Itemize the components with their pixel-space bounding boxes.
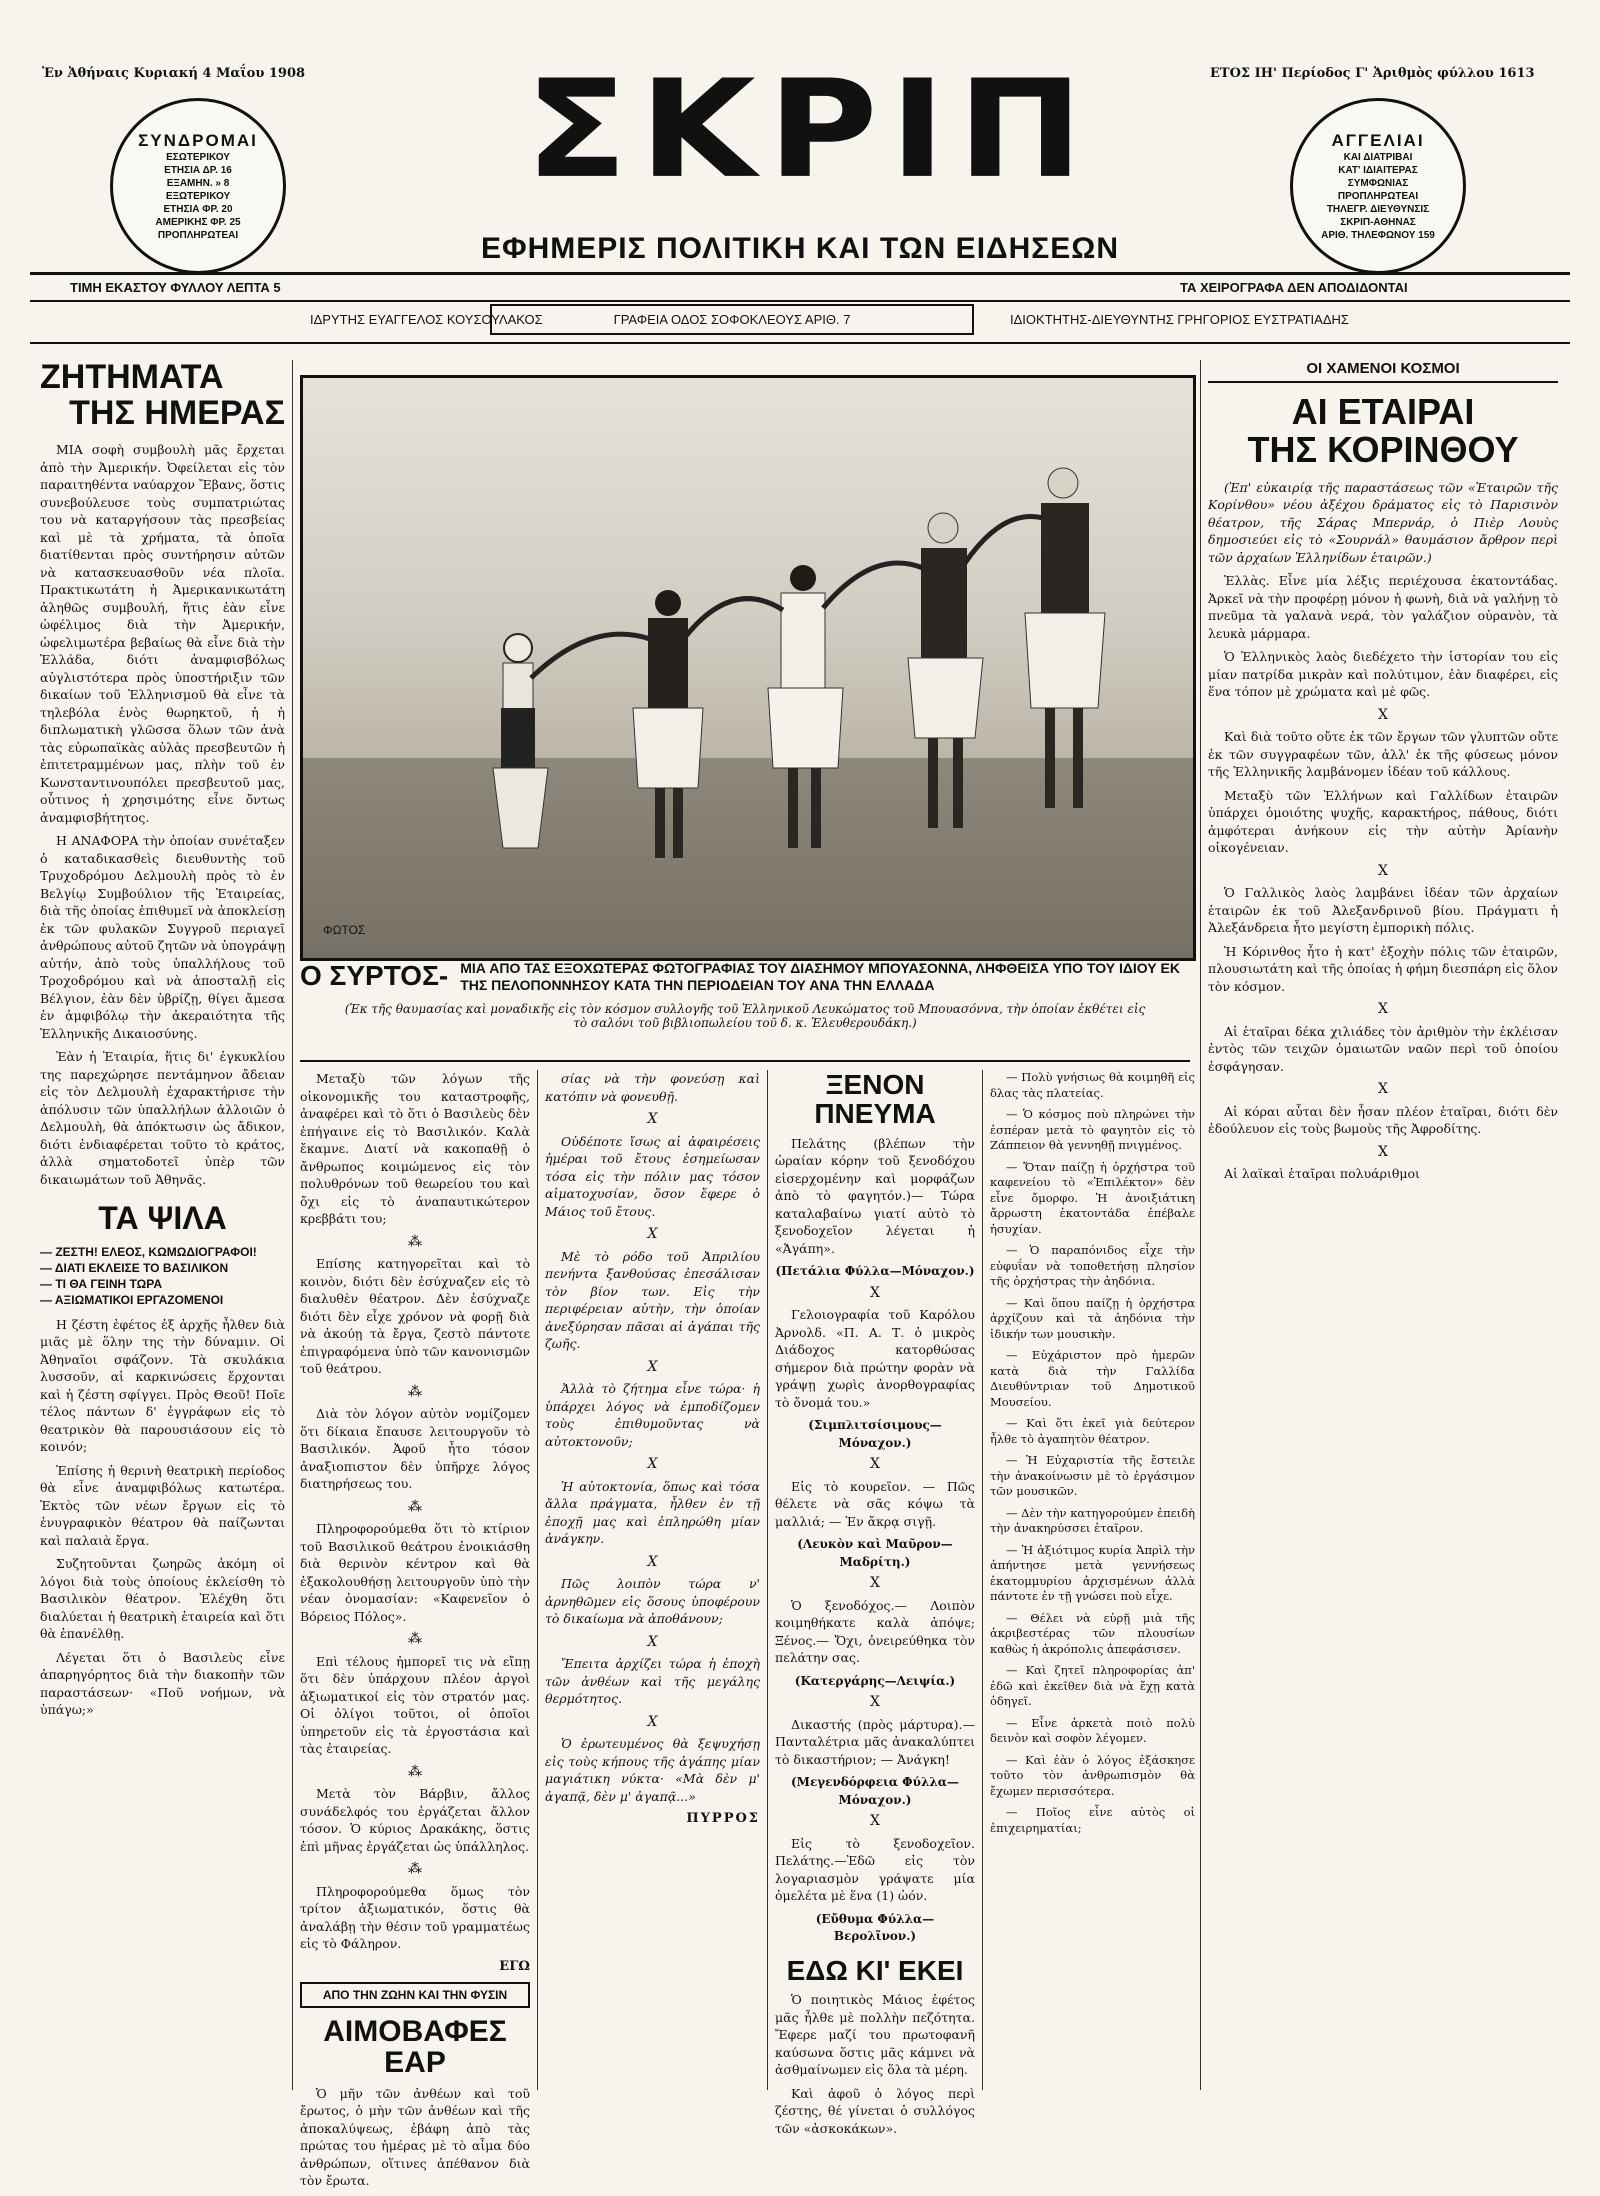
article-paragraph: Ὁ Γαλλικὸς λαὸς λαμβάνει ἰδέαν τῶν ἀρχαίων ἑταιρῶν ἐκ τοῦ Ἀλεξανδρινοῦ βίου. Πράγματι ἡ Ἀλεξάνδρεια ἦτο μεγίστη ἐμπορικὴ πόλις. bbox=[1208, 885, 1558, 936]
separator: X bbox=[647, 1456, 658, 1472]
article-paragraph: — Εἶνε ἀρκετὰ ποιὸ πολὺ δεινὸν καὶ σοφὸν λέγομεν. bbox=[990, 1715, 1195, 1745]
column-5 bbox=[990, 1070, 1195, 1842]
article-paragraph: Μετὰ τὸν Βάρβιν, ἄλλος συνάδελφός του ἐργάζεται ἄλλον τόσον. Ὁ κύριος Δρακάκης, ὅστις ἐπὶ μῆνας ἐργάζεται ὡς ὑπάλληλος. bbox=[300, 1786, 530, 1854]
article-paragraph: Λέγεται ὅτι ὁ Βασιλεὺς εἶνε ἀπαρηγόρητος διὰ τὴν διακοπὴν τῶν παραστάσεων· «Ποῦ νοήμων, νὰ ὑπάγω;» bbox=[40, 1649, 285, 1718]
source-line: (Πετάλια Φύλλα—Μόναχον.) bbox=[775, 1264, 975, 1279]
article-paragraph: Πῶς λοιπὸν τώρα ν' ἀρνηθῶμεν εἰς ὅσους ὑποφέρουν τὸ δικαίωμα νὰ ἀποθάνουν; bbox=[545, 1576, 760, 1626]
info-rule bbox=[30, 300, 1570, 302]
kicker: ΟΙ ΧΑΜΕΝΟΙ ΚΟΣΜΟΙ bbox=[1208, 360, 1558, 383]
article-paragraph: Η ΑΝΑΦΟΡΑ τὴν ὁποίαν συνέταξεν ὁ καταδικασθεὶς διευθυντὴς τοῦ Τρυχοδρόμου Δελμουλὴ πρὸς τὸ ἐν Βελγίῳ Συμβούλιον τῆς Ἐταιρείας, διὰ τῆς ὁποίας ἐπιθυμεῖ νὰ ἀποκλείσῃ ἐκ τῶν φυλακῶν Συγγροῦ περιαγεῖ ἀνθρώπους αὐτοῦ ζητῶν νὰ ὑπογράψῃ αὐτήν, ἀπὸ τοὺς ὑπαλλήλους τοῦ Τροχοδρόμου καὶ νὰ ἀποσταλῇ εἰς Βέλγιον, ἐὰν δὲν ὑβρίζῃ, θίγει ἄμεσα ἐν ἀμφιβόλῳ τὴν ἀκεραιότητα τῆς Ἑλληνικῆς Δικαιοσύνης. bbox=[40, 833, 285, 1041]
article-paragraph: Ὁ ποιητικὸς Μάιος ἐφέτος μᾶς ἦλθε μὲ πολλὴν πεζότητα. Ἔφερε μαζί του πρωτοφανῆ καύσωνα ὅστις μᾶς κάμνει νὰ ἀσθμαίνωμεν εἰς ὅλα τὰ μέρη. bbox=[775, 1992, 975, 2078]
source-line: (Σιμπλιτσίσιμους—Μόναχον.) bbox=[808, 1418, 942, 1450]
headline-edo-ki-ekei: ΕΔΩ ΚΙ' ΕΚΕΙ bbox=[786, 1954, 964, 1986]
separator: X bbox=[1378, 1081, 1388, 1098]
article-paragraph: Ἀλλὰ τὸ ζήτημα εἶνε τώρα· ἡ ὑπάρχει λόγος νὰ ἐμποδίζομεν τοὺς ἐπιθυμοῦντας νὰ αὐτοκτονοῦν; bbox=[545, 1381, 760, 1449]
article-paragraph: — Πολὺ γνήσιως θὰ κοιμηθῆ εἰς δλας τὰς πλατείας. bbox=[990, 1070, 1195, 1100]
article-paragraph: — Καὶ ὅπου παίζῃ ἡ ὀρχήστρα ἀρχίζουν καὶ τὰ ἀηδόνια τὴν ἰδικήν των μουσικὴν. bbox=[990, 1295, 1195, 1341]
article-paragraph: Δικαστής (πρὸς μάρτυρα).— Πανταλέτρια μᾶς ἀνακαλύπτει τὸ δικαστήριον; — Ἀνάγκη! bbox=[775, 1716, 975, 1767]
syrtos-photograph bbox=[300, 375, 1196, 961]
bullet-item: — ΑΞΙΩΜΑΤΙΚΟΙ ΕΡΓΑΖΟΜΕΝΟΙ bbox=[40, 1292, 224, 1307]
bullet-item: — ΖΕΣΤΗ! ΕΛΕΟΣ, ΚΩΜΩΔΙΟΓΡΑΦΟΙ! bbox=[40, 1244, 257, 1259]
separator: X bbox=[870, 1456, 880, 1473]
psila-bullets bbox=[40, 1244, 285, 1308]
headline-etairai: ΑΙ ΕΤΑΙΡΑΙ bbox=[1291, 391, 1475, 432]
separator: X bbox=[1378, 1001, 1388, 1018]
caption-title: Ο ΣΥΡΤΟΣ- bbox=[300, 960, 449, 991]
separator: X bbox=[1378, 706, 1388, 723]
director-line: ΙΔΙΟΚΤΗΤΗΣ-ΔΙΕΥΘΥΝΤΗΣ ΓΡΗΓΟΡΙΟΣ ΕΥΣΤΡΑΤΙΑΔΗΣ bbox=[1010, 312, 1349, 327]
headline-xenon-pnevma: ΞΕΝΟΝ ΠΝΕΥΜΑ bbox=[814, 1069, 936, 1130]
separator: ⁂ bbox=[408, 1383, 422, 1400]
newspaper-title: ΣΚΡΙΠ bbox=[525, 51, 1095, 209]
column-divider bbox=[982, 1070, 983, 2090]
article-paragraph: Ἐὰν ἡ Ἐταιρία, ἥτις δι' ἐγκυκλίου της παρεχώρησε πεντάμηνον ἄδειαν εἰς τὸν Δελμουλὴ ἐχαρακτήρισε τὴν ἀπόλυσιν τῶν ὑπαλλήλων ἀλλοιῶν ὁ Δελμουλὴ, θὰ ἀπόκτωσιν ὡς ἄδικον, διότι ἐνδιαφέρεται τοῦτο τὸ κράτος, ἀλλὰ σηματοδοτεῖ ὑπὲρ τῶν δικαιωμάτων τοῦ Ἀθηνᾶς. bbox=[40, 1049, 285, 1187]
article-paragraph: Πληροφορούμεθα ὅμως τὸν τρίτον ἀξιωματικόν, ὅστις θὰ ἀναλάβῃ τὴν θέσιν τοῦ γραμματέως εἰς τὸ Φάληρον. bbox=[300, 1883, 530, 1951]
subscriptions-line: ΑΜΕΡΙΚΗΣ ΦΡ. 25 bbox=[155, 216, 241, 228]
article-paragraph: Ὁ ξενοδόχος.— Λοιπὸν κοιμηθήκατε καλὰ ἀπόψε; Ξένος.— Ὄχι, ὀνειρεύθηκα τὸν πελάτην σας. bbox=[775, 1597, 975, 1666]
article-paragraph: Οὐδέποτε ἴσως αἱ ἀφαιρέσεις ἡμέραι τοῦ ἔτους ἐσημείωσαν τόσα εἰς τὴν πόλιν μας τόσον αἱματοχυσίαν, ὅσον ἔφερε ὁ Μάιος τοῦ ἔτους. bbox=[545, 1133, 760, 1219]
subscriptions-line: ΕΞΑΜΗΝ. » 8 bbox=[166, 177, 230, 189]
column-1 bbox=[40, 360, 285, 1725]
separator: X bbox=[647, 1633, 658, 1650]
photo-credit: ΦΩΤΟΣ bbox=[323, 923, 366, 937]
article-paragraph: — Ἡ Εὐχαριστία τῆς ἔστειλε τὴν ἀνακοίνωσιν μὲ τὸ ἐργάσιμον τῶν μουσικῶν. bbox=[990, 1453, 1195, 1498]
article-paragraph: — Ποῖος εἶνε αὐτὸς οἱ ἐπιχειρηματίαι; bbox=[990, 1805, 1195, 1835]
separator: ⁂ bbox=[408, 1763, 422, 1780]
separator: X bbox=[647, 1553, 658, 1570]
header-bottom-rule bbox=[30, 342, 1570, 344]
signature: ΕΓΩ bbox=[499, 1958, 530, 1974]
manuscripts-line: ΤΑ ΧΕΙΡΟΓΡΑΦΑ ΔΕΝ ΑΠΟΔΙΔΟΝΤΑΙ bbox=[1180, 280, 1408, 295]
source-line: (Εὔθυμα Φύλλα—Βερολῖνον.) bbox=[815, 1911, 935, 1944]
article-paragraph: — Καὶ ἐὰν ὁ λόγος ἐξάσκησε τοῦτο τὸν ἀνθρωπισμὸν θὰ ἔχωμεν περισσότερα. bbox=[990, 1752, 1195, 1798]
column-divider bbox=[767, 1070, 768, 2090]
separator: X bbox=[870, 1694, 880, 1711]
subscriptions-title: ΣΥΝΔΡΟΜΑΙ bbox=[138, 130, 258, 150]
headline-aimovafes: ΑΙΜΟΒΑΦΕΣ ΕΑΡ bbox=[323, 2014, 507, 2079]
article-paragraph: — Δὲν τὴν κατηγορούμεν ἐπειδὴ τὴν ἀνακηρύσσει ἑταῖρον. bbox=[990, 1505, 1195, 1535]
founder-line: ΙΔΡΥΤΗΣ ΕΥΑΓΓΕΛΟΣ ΚΟΥΣΟΥΛΑΚΟΣ bbox=[310, 312, 543, 327]
photo-bottom-rule bbox=[300, 1060, 1190, 1062]
article-paragraph: Συζητοῦνται ζωηρῶς ἀκόμη οἱ λόγοι διὰ τοὺς ὁποίους ἐκλείσθη τὸ Βασιλικὸν θέατρον. Ἐλέχθη ὅτι διαλύεται ἡ θεατρικὴ ἑταιρεία καὶ ὅτι θὰ ἐπανέλθῃ. bbox=[40, 1556, 285, 1642]
ads-line: ΑΡΙΘ. ΤΗΛΕΦΩΝΟΥ 159 bbox=[1321, 229, 1435, 241]
article-paragraph: Μεταξὺ τῶν Ἑλλήνων καὶ Γαλλίδων ἐταιρῶν ὑπάρχει ὁμοιότης ψυχῆς, καρακτήρος, πάθους, διότι ἀμφότεραι ἀνήκουν εἰς τὴν αὐτὴν Ἀρίανὴν οἰκογένειαν. bbox=[1208, 787, 1558, 856]
ads-line: ΚΑΤ' ΙΔΙΑΙΤΕΡΑΣ bbox=[1338, 164, 1418, 176]
ads-line: ΣΥΜΦΩΝΙΑΣ bbox=[1347, 177, 1409, 189]
article-paragraph: ΜΙΑ σοφὴ συμβουλὴ μᾶς ἔρχεται ἀπὸ τὴν Ἀμερικήν. Ὀφείλεται εἰς τὸν παραιτηθέντα ναύαρχον Ἔβανς, ὅστις συνεβούλευσε τοὺς συμπατριώτας του νὰ καταργήσουν τὰς πρεσβείας καὶ μὲ τὰ χρήματα, τὰ ὁποῖα διατίθενται πρὸς συντήρησιν αὐτῶν νὰ κατασκευασθοῦν νέα πλοῖα. Πρακτικωτάτη ἡ Ἀμερικανικωτάτη ἀληθῶς συμβουλή, ἥτις ἐὰν εἶνε ὠφέλιμος διὰ τὴν Ἀμερικήν, ὠφελιμωτέρα βεβαίως θὰ εἶνε διὰ τὴν Ἑλλάδα, διότι ἀναμφισβόλως αὐγλιστότερα πρὸς ὑποστήριξιν τῶν δικαίων τοῦ Ἑλληνισμοῦ θὰ εἶνε τὰ τηλεβόλα ἑνὸς θωρηκτοῦ, ἡ ἡ διπλωματικὴ γλῶσσα ὅλων τῶν ἀνὰ τὰς εὐρωπαϊκὰς αὐλὰς πρεσβευτῶν ἡ ἐπιτετραμμένων μας, πλὴν τοῦ ἐν Κωνσταντινουπόλει πρεσβευτοῦ μας, οὗτινος ἡ χρησιμότης εἶνε ὄντως ἀναμφισβήτητος. bbox=[40, 442, 285, 825]
separator: X bbox=[647, 1111, 658, 1127]
ads-line: ΠΡΟΠΛΗΡΩΤΕΑΙ bbox=[1337, 190, 1419, 202]
separator: ⁂ bbox=[408, 1498, 422, 1515]
article-paragraph: Καὶ ἀφοῦ ὁ λόγος περὶ ζέστης, θέ γίνεται ὁ συλλόγος τῶν «ἀσκοκάκων». bbox=[775, 2085, 975, 2136]
article-paragraph: — Ἡ ἀξιότιμος κυρία Ἀπρὶλ τὴν ἀπήντησε μετὰ γεννήσεως ἑκατομμυρίου ἀρχισμένων ἀλλὰ πάντοτε ἐν τῇ γνώσει ποὺ εἶχε. bbox=[990, 1542, 1195, 1603]
issue-line: ΕΤΟΣ ΙΗ' Περίοδος Γ' Ἀριθμὸς φύλλου 1613 bbox=[1210, 66, 1535, 81]
article-paragraph: Ὁ ἐρωτευμένος θὰ ξεψυχήσῃ εἰς τοὺς κήπους τῆς ἀγάπης μίαν μαγιάτικη νύκτα· «Μὰ δὲν μ' ἀγαπᾷ, δὲν μ' ἀγαπᾷ...» bbox=[545, 1736, 760, 1804]
dancers-illustration bbox=[303, 378, 1193, 958]
separator: ⁂ bbox=[408, 1233, 422, 1250]
source-line: (Μεγενδόρφεια Φύλλα—Μόναχον.) bbox=[791, 1775, 959, 1807]
ads-line: ΚΑΙ ΔΙΑΤΡΙΒΑΙ bbox=[1343, 151, 1413, 163]
article-paragraph: — Θέλει νὰ εὑρῇ μιὰ τῆς ἀκριβεστέρας τῶν πλουσίων καθὼς ἡ ἀκρόπολις ἀπεφάσισεν. bbox=[990, 1610, 1195, 1656]
separator: X bbox=[1378, 1143, 1388, 1160]
separator: X bbox=[870, 1284, 880, 1301]
article-paragraph: Καὶ διὰ τοῦτο οὔτε ἐκ τῶν ἔργων τῶν γλυπτῶν οὔτε ἐκ τῶν συγγραφέων τῶν, ἀλλ' ἐκ τῆς φύσεως μόνον τῆς Ἑλληνικῆς λαμβάνομεν ἰδέαν τοῦ κάλλους. bbox=[1208, 729, 1558, 780]
article-paragraph: σίας νὰ τὴν φονεύσῃ καὶ κατόπιν νὰ φονευθῇ. bbox=[545, 1071, 760, 1104]
subscriptions-line: ΕΞΩΤΕΡΙΚΟΥ bbox=[165, 190, 231, 202]
article-paragraph: Ἡ αὐτοκτονία, ὅπως καὶ τόσα ἄλλα πράγματα, ἦλθεν ἐν τῇ ἐποχῇ μας καὶ ἐπληρώθη μίαν ἀνάγκην. bbox=[545, 1478, 760, 1546]
subscriptions-line: ΕΤΗΣΙΑ ΦΡ. 20 bbox=[163, 203, 233, 215]
date-line: Ἐν Ἀθήναις Κυριακή 4 Μαΐου 1908 bbox=[42, 66, 306, 81]
article-paragraph: Ὁ μῆν τῶν ἀνθέων καὶ τοῦ ἔρωτος, ὁ μὴν τῶν ἀνθέων καὶ τῆς ἀποκαλύψεως, ἐβάφη ἀπὸ τὰς πρώτας του ἡμέρας μὲ τὸ αἷμα δύο ἀνθρώπων, οἵτινες ἀπέθανον διὰ τὸν ἔρωτα. bbox=[300, 2085, 530, 2188]
article-paragraph: Ἡ Κόρινθος ἦτο ἡ κατ' ἐξοχὴν πόλις τῶν ἑταιρῶν, πλουσιωτάτη καὶ τῆς ὁποίας ἡ φήμη διεσπάρη εἰς ὅλον τὸν κόσμον. bbox=[1208, 943, 1558, 994]
separator: ⁂ bbox=[408, 1861, 422, 1877]
caption-note: (Ἐκ τῆς θαυμασίας καὶ μοναδικῆς εἰς τὸν κόσμον συλλογῆς τοῦ Ἑλληνικοῦ Λευκώματος τοῦ Μπουασόννα, τὴν ὁποίαν ἐκθέτει εἰς τὸ σαλόνι τοῦ βιβλιοπωλείου τοῦ δ. κ. Ἐλευθερουδάκη.) bbox=[344, 1002, 1146, 1030]
separator: X bbox=[870, 1813, 880, 1830]
article-paragraph: Μὲ τὸ ρόδο τοῦ Ἀπριλίου πενήντα ξανθούσας ἐπεσάλισαν τὸν βίον των. Εἰς τὴν περιφέρειαν αὐτὴν, τὴν ὁποίαν ἀνεξύρησαν πᾶσαι αἱ ἀγάπαι τῆς ζωῆς. bbox=[545, 1248, 760, 1351]
ads-line: ΤΗΛΕΓΡ. ΔΙΕΥΘΥΝΣΙΣ bbox=[1326, 203, 1430, 215]
article-paragraph: Πελάτης (βλέπων τὴν ὡραίαν κόρην τοῦ ξενοδόχου εἰσερχομένην καὶ μορφάζων ἀπὸ τὸ φαγητόν.)— Τώρα καταλαβαίνω γιατί αὐτὸ τὸ ξενοδοχεῖον λέγεται ἡ «Ἀγάπη». bbox=[775, 1135, 975, 1256]
section-box: ΑΠΟ ΤΗΝ ΖΩΗΝ ΚΑΙ ΤΗΝ ΦΥΣΙΝ bbox=[300, 1982, 530, 2008]
source-line: (Κατεργάρης—Λειψία.) bbox=[794, 1673, 956, 1688]
separator: X bbox=[647, 1226, 658, 1242]
article-paragraph: Ἔπειτα ἀρχίζει τώρα ἡ ἐποχὴ τῶν ἀνθέων καὶ τῆς μεγάλης θερμότητος. bbox=[545, 1656, 760, 1706]
separator: ⁂ bbox=[408, 1631, 422, 1647]
article-paragraph: Ὁ Ἑλληνικὸς λαὸς διεδέχετο τὴν ἱστορίαν του εἰς μίαν πατρίδα μικρὰν καὶ πολύτιμον, ἐὰν διαφέρει, εἰς ἕνα τόπον μὲ χρώματα καὶ μὲ φῶς. bbox=[1208, 649, 1558, 700]
ads-line: ΣΚΡΙΠ-ΑΘΗΝΑΣ bbox=[1340, 216, 1416, 228]
separator: X bbox=[647, 1358, 658, 1375]
subscriptions-badge bbox=[110, 98, 286, 274]
column-divider bbox=[1200, 360, 1201, 2090]
article-paragraph: Αἱ λαϊκαὶ ἑταῖραι πολυάριθμοι bbox=[1224, 1166, 1420, 1182]
article-intro: (Ἐπ' εὐκαιρίᾳ τῆς παραστάσεως τῶν «Ἑταιρῶν τῆς Κορίνθου» νέου ἀξέχου δράματος εἰς τὸ Παρισινὸν θέατρον, τῆς Σάρας Μπερνάρ, ὁ Πιὲρ Λουὺς δημοσιεύει εἰς τὸ «Σουρνάλ» θαυμάσιον ἄρθρον περὶ τῶν ἀρχαίων Ἑλληνίδων ἑταιρῶν.) bbox=[1208, 479, 1558, 565]
column-2 bbox=[300, 1070, 530, 2196]
article-paragraph: — Καὶ ὅτι ἐκεῖ γιὰ δεύτερον ἦλθε τὸ ἀγαπητὸν θέατρον. bbox=[990, 1416, 1195, 1446]
price-line: ΤΙΜΗ ΕΚΑΣΤΟΥ ΦΥΛΛΟΥ ΛΕΠΤΑ 5 bbox=[70, 280, 281, 295]
column-3 bbox=[545, 1070, 760, 1826]
subscriptions-line: ΕΤΗΣΙΑ ΔΡ. 16 bbox=[164, 164, 232, 176]
article-paragraph: — Εὐχάριστον πρὸ ἡμερῶν κατὰ διὰ τὴν Γαλλίδα Διευθύντριαν τοῦ Δημοτικοῦ Μουσείου. bbox=[990, 1348, 1195, 1409]
bullet-item: — ΤΙ ΘΑ ΓΕΙΝΗ ΤΩΡΑ bbox=[40, 1276, 163, 1291]
masthead-rule bbox=[30, 272, 1570, 275]
headline-tis-imeras: ΤΗΣ ΗΜΕΡΑΣ bbox=[69, 393, 285, 432]
column-divider bbox=[537, 1070, 538, 2090]
article-paragraph: Ἑλλὰς. Εἶνε μία λέξις περιέχουσα ἑκατοντάδας. Ἀρκεῖ νὰ τὴν προφέρῃ μόνον ἡ φωνὴ, διὰ νὰ γαλήνῃ τὸ πνεῦμα τὰ γαλανὰ νερά, τὸν γαλάζιον οὐρανὸν, τὰ λευκὰ μάρμαρα. bbox=[1208, 573, 1558, 641]
article-paragraph: — Ὅταν παίζῃ ἡ ὀρχήστρα τοῦ καφενείου τὸ «Ἐπιλέκτον» δὲν εἶνε ὄμορφο. Ἡ ἀνοιξιάτικη ἄρρωστη ἑκατοντάδα ἐπέβαλε ἡσυχίαν. bbox=[990, 1159, 1195, 1236]
photo-caption bbox=[300, 960, 1190, 1030]
offices-line: ΓΡΑΦΕΙΑ ΟΔΟΣ ΣΟΦΟΚΛΕΟΥΣ ΑΡΙΘ. 7 bbox=[490, 304, 974, 335]
article-paragraph: Μεταξὺ τῶν λόγων τῆς οἰκονομικῆς του καταστροφῆς, ἀναφέρει καὶ τὸ ὅτι ὁ Βασιλεὺς δὲν ἐπήγαινε εἰς τὸ Βασιλικόν. Καλὰ ἔκαμνε. Διατί νὰ κακοπαθῇ ὁ ἄνθρωπος κοιμώμενος εἰς τὸν πολυθρόνων τοῦ θεωρείου του καὶ ὄχι εἰς τὸ ἀναπαυτικώτερον κρεββάτι του; bbox=[300, 1071, 530, 1226]
newspaper-subtitle: ΕΦΗΜΕΡΙΣ ΠΟΛΙΤΙΚΗ ΚΑΙ ΤΩΝ ΕΙΔΗΣΕΩΝ bbox=[481, 232, 1119, 265]
article-paragraph: Ἐπίσης ἡ θερινὴ θεατρικὴ περίοδος θὰ εἶνε ἀναμφιβόλως κατωτέρα. Ἐκτὸς τῶν νέων ἔργων εἰς τὸ ἐνυγραφικὸν θέατρον θὰ παίζωνται καὶ παλαιὰ ἔργα. bbox=[40, 1462, 285, 1548]
article-paragraph: Αἱ ἑταῖραι δέκα χιλιάδες τὸν ἀριθμὸν τὴν ἐκλέισαν ἐντὸς τῶν τειχῶν ὁμαιωτῶν ναῶν περὶ τοῦ ὁποίου ἐσφάγησαν. bbox=[1208, 1023, 1558, 1074]
article-paragraph: Διὰ τὸν λόγον αὐτὸν νομίζομεν ὅτι δίκαια ἔπαυσε λειτουργοῦν τὸ Βασιλικόν. Ἀφοῦ ἦτο τόσον ἀναξιοπιστον δὲν ὑπῆρχε λόγος διατηρήσεως του. bbox=[300, 1406, 530, 1491]
column-4 bbox=[775, 1070, 975, 2143]
column-divider bbox=[292, 360, 293, 2090]
article-paragraph: — Ὁ κόσμος ποὺ πληρώνει τὴν ἐσπέραν μετὰ τὸ φαγητὸν εἰς τὸ Ζάππειον θὰ γεννηθῇ πνιγμένος. bbox=[990, 1107, 1195, 1152]
article-paragraph: — Ὁ παραπόνιδος εἶχε τὴν εὐφυΐαν νὰ τοποθετήσῃ πλησίον τῆς ὀρχήστρας τὴν ἀηδόνια. bbox=[990, 1243, 1195, 1288]
separator: X bbox=[1378, 862, 1388, 879]
subscriptions-line: ΕΣΩΤΕΡΙΚΟΥ bbox=[166, 151, 230, 163]
article-paragraph: Η ζέστη ἐφέτος ἐξ ἀρχῆς ἦλθεν διὰ μιᾶς μὲ ὅλην της τὴν δύναμιν. Οἱ Ἀθηναῖοι σφάζονν. Τὰ σκυλάκια λυσσοῦν, αἱ καρκινώσεις ἔρχονται καὶ ἡ ζέστη σφίγγει. Πρὸς Θεοῦ! Ποῖε τέλος πάντων δ' ἐγγράφων εἰς τὸ θεατρικὸν θὰ παρουσιάσουν εἰς τὸ κοινόν; bbox=[40, 1316, 285, 1455]
article-paragraph: Εἰς τὸ ξενοδοχεῖον. Πελάτης.—Ἐδῶ εἰς τὸν λογαριασμὸν γράψατε μία ὀμελέτα μὲ ἕνα (1) ὠόν. bbox=[775, 1835, 975, 1904]
separator: X bbox=[870, 1575, 880, 1592]
subscriptions-line: ΠΡΟΠΛΗΡΩΤΕΑΙ bbox=[157, 229, 239, 241]
article-paragraph: Πληροφορούμεθα ὅτι τὸ κτίριον τοῦ Βασιλικοῦ θεάτρου ἐνοικιάσθη διὰ θερινὸν κέντρον καὶ θὰ ἐξακολουθήσῃ λειτουργοῦν ὑπὸ τὴν νέαν ὀνομασίαν: «Καφενεῖον ὁ Βόρειος Πόλος». bbox=[300, 1521, 530, 1624]
headline-ta-psila: ΤΑ ΨΙΛΑ bbox=[98, 1200, 227, 1237]
separator: X bbox=[647, 1713, 658, 1730]
caption-text: ΜΙΑ ΑΠΟ ΤΑΣ ΕΞΟΧΩΤΕΡΑΣ ΦΩΤΟΓΡΑΦΙΑΣ ΤΟΥ ΔΙΑΣΗΜΟΥ ΜΠΟΥΑΣΟΝΝΑ, ΛΗΦΘΕΙΣΑ ΥΠΟ ΤΟΥ ΙΔΙΟΥ ΕΚ ΤΗΣ ΠΕΛΟΠΟΝΝΗΣΟΥ ΚΑΤΑ ΤΗΝ ΠΕΡΙΟΔΕΙΑΝ ΤΟΥ ΑΝΑ ΤΗΝ ΕΛΛΑΔΑ bbox=[460, 960, 1180, 993]
source-line: (Λευκὸν καὶ Μαῦρον—Μαδρίτη.) bbox=[797, 1537, 953, 1569]
column-6 bbox=[1208, 360, 1558, 1189]
article-paragraph: — Καὶ ζητεῖ πληροφορίας ἀπ' ἐδῶ καὶ ἐκεῖθεν διὰ νὰ ἔχῃ κατὰ ὁδηγεῖ. bbox=[990, 1663, 1195, 1708]
signature: ΠΥΡΡΟΣ bbox=[686, 1811, 760, 1826]
article-paragraph: Εἰς τὸ κουρεῖον. — Πῶς θέλετε νὰ σᾶς κόψω τὰ μαλλιά; — Ἐν ἄκρᾳ σιγῇ. bbox=[775, 1478, 975, 1529]
bullet-item: — ΔΙΑΤΙ ΕΚΛΕΙΣΕ ΤΟ ΒΑΣΙΛΙΚΟΝ bbox=[40, 1260, 229, 1275]
headline-korinthou: ΤΗΣ ΚΟΡΙΝΘΟΥ bbox=[1247, 428, 1519, 470]
ads-title: ΑΓΓΕΛΙΑΙ bbox=[1331, 130, 1425, 150]
ads-badge bbox=[1290, 98, 1466, 274]
article-paragraph: Επίσης κατηγορεῖται καὶ τὸ κοινὸν, διότι δὲν ἐσύχναζεν εἰς τὸ διαλυθὲν θέατρον. Δὲν ἐσύχναζε διότι δὲν εἶχε χρόνον νὰ φορῇ διὰ νὰ ἀκούῃ τὰ ἔργα, ζεστὸ πάντοτε ἐπιγραφόμενα ὑπὸ τῶν κανονισμῶν τοῦ θεάτρου. bbox=[300, 1256, 530, 1376]
article-paragraph: Επὶ τέλους ἠμπορεῖ τις νὰ εἴπῃ ὅτι δὲν ὑπάρχουν πλέον ἀργοὶ ἀξιωματικοί εἰς τὸν στρατόν μας. Οἱ ὀλίγοι τοῦτοι, οἱ ὁποῖοι ὑπηρετοῦν εἰς τὰ ἐργοστάσια καὶ τὰς ἐταιρείας. bbox=[300, 1653, 530, 1756]
article-paragraph: Γελοιογραφία τοῦ Καρόλου Ἀρνολδ. «Π. Α. Τ. ὁ μικρὸς Διάδοχος κατορθώσας σήμερον διὰ πρώτην φορὰν νὰ γράψῃ χωρὶς ἀνορθογραφίας τὸ ὄνομά του.» bbox=[775, 1307, 975, 1410]
headline-zitimata: ΖΗΤΗΜΑΤΑ bbox=[40, 358, 224, 396]
article-paragraph: Αἱ κόραι αὗται δὲν ἦσαν πλέον ἑταῖραι, διότι δὲν ἐδούλευον εἰς τοὺς βωμοὺς τῆς Ἀφροδίτης. bbox=[1208, 1103, 1558, 1137]
